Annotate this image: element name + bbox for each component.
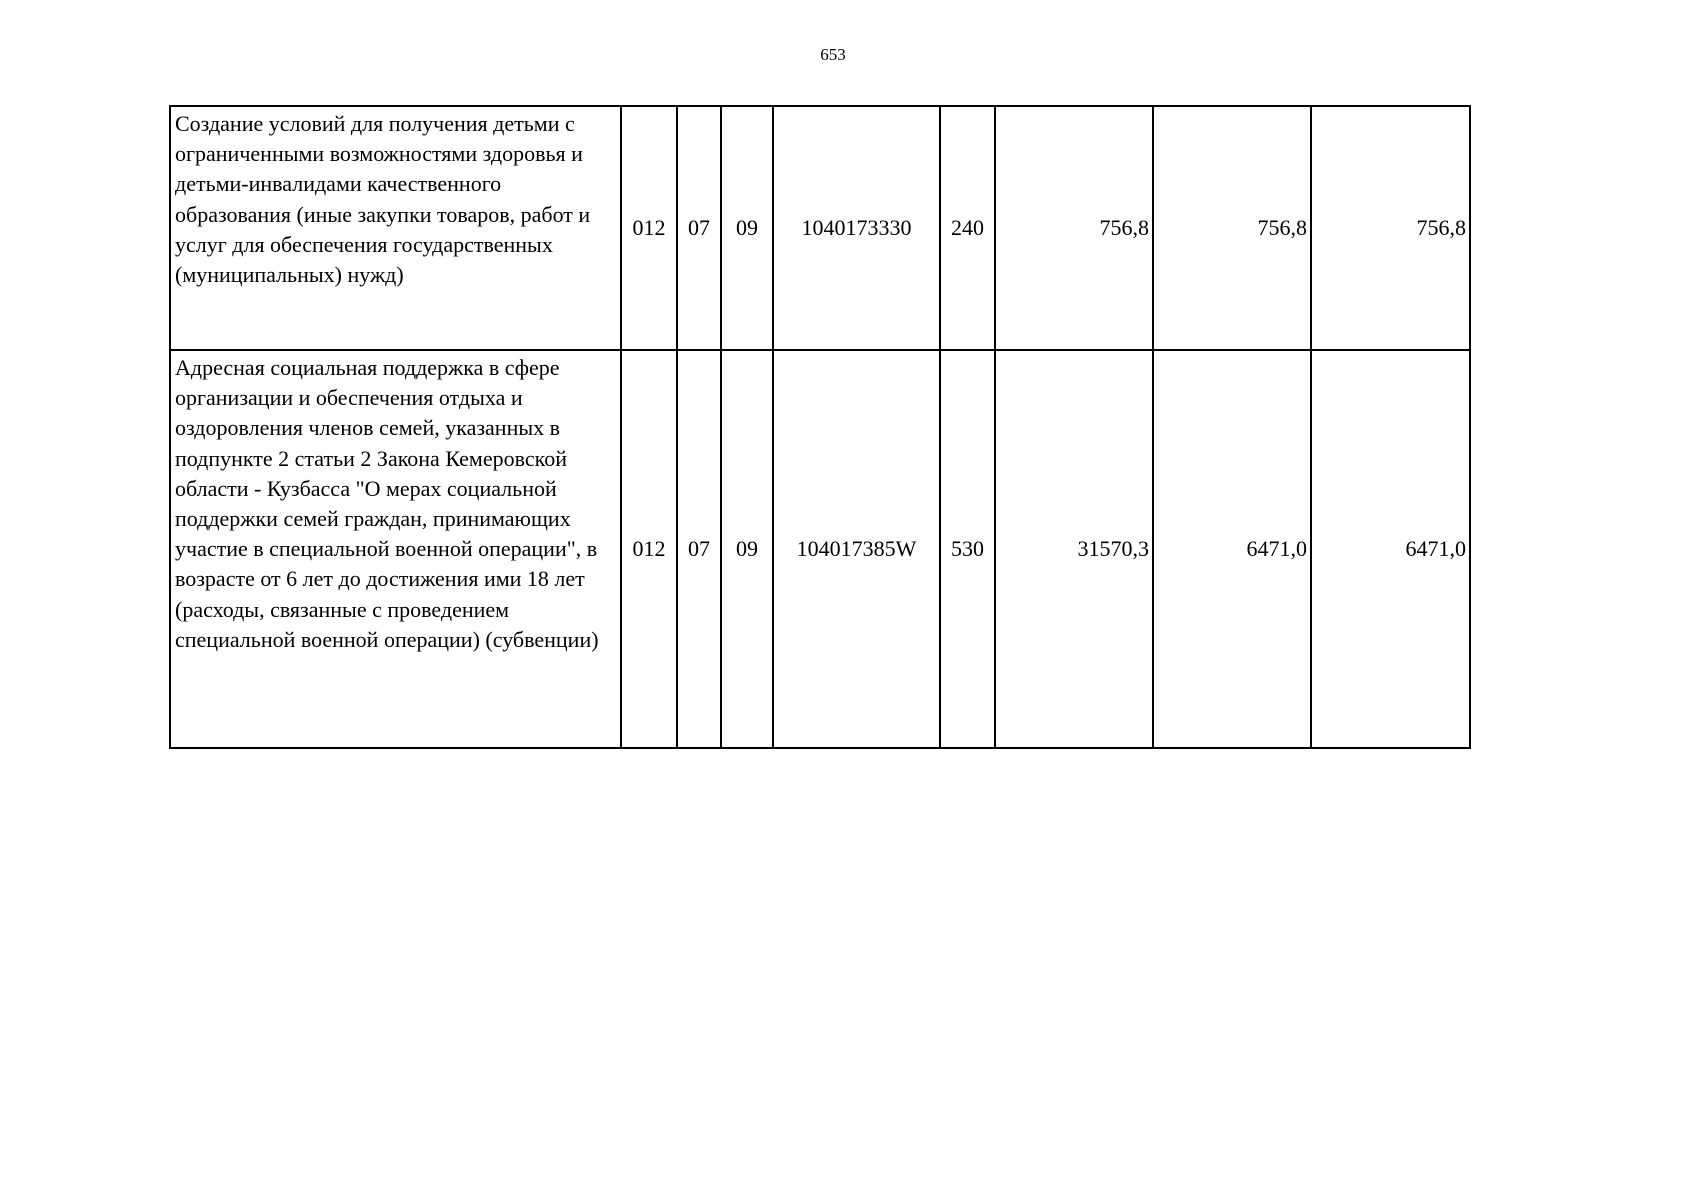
amount-year-1: 756,8: [995, 106, 1153, 350]
expense-type-code: 240: [940, 106, 995, 350]
expense-type-code: 530: [940, 350, 995, 748]
amount-year-1: 31570,3: [995, 350, 1153, 748]
amount-year-2: 756,8: [1153, 106, 1311, 350]
amount-year-3: 756,8: [1311, 106, 1470, 350]
section-code: 07: [677, 350, 721, 748]
table-row: [170, 350, 1470, 748]
budget-table: [169, 105, 1471, 749]
section-code: 07: [677, 106, 721, 350]
target-article-code: 104017385W: [773, 350, 940, 748]
target-article-code: 1040173330: [773, 106, 940, 350]
table-row: [170, 106, 1470, 350]
amount-year-3: 6471,0: [1311, 350, 1470, 748]
subsection-code: 09: [721, 350, 773, 748]
row-description: Адресная социальная поддержка в сфере организации и обеспечения отдыха и оздоровления членов семей, указанных в подпункте 2 статьи 2 Закона Кемеровской области - Кузбасса "О мерах социальной поддержки семей граждан, принимающих участие в специальной военной операции", в возрасте от 6 лет до достижения ими 18 лет (расходы, связанные с проведением специальной военной операции) (субвенции): [170, 350, 621, 748]
ministry-code: 012: [621, 106, 677, 350]
page-number: 653: [820, 45, 846, 64]
row-description: Создание условий для получения детьми с ограниченными возможностями здоровья и детьми-инвалидами качественного образования (иные закупки товаров, работ и услуг для обеспечения государственных (муниципальных) нужд): [170, 106, 621, 350]
ministry-code: 012: [621, 350, 677, 748]
subsection-code: 09: [721, 106, 773, 350]
amount-year-2: 6471,0: [1153, 350, 1311, 748]
